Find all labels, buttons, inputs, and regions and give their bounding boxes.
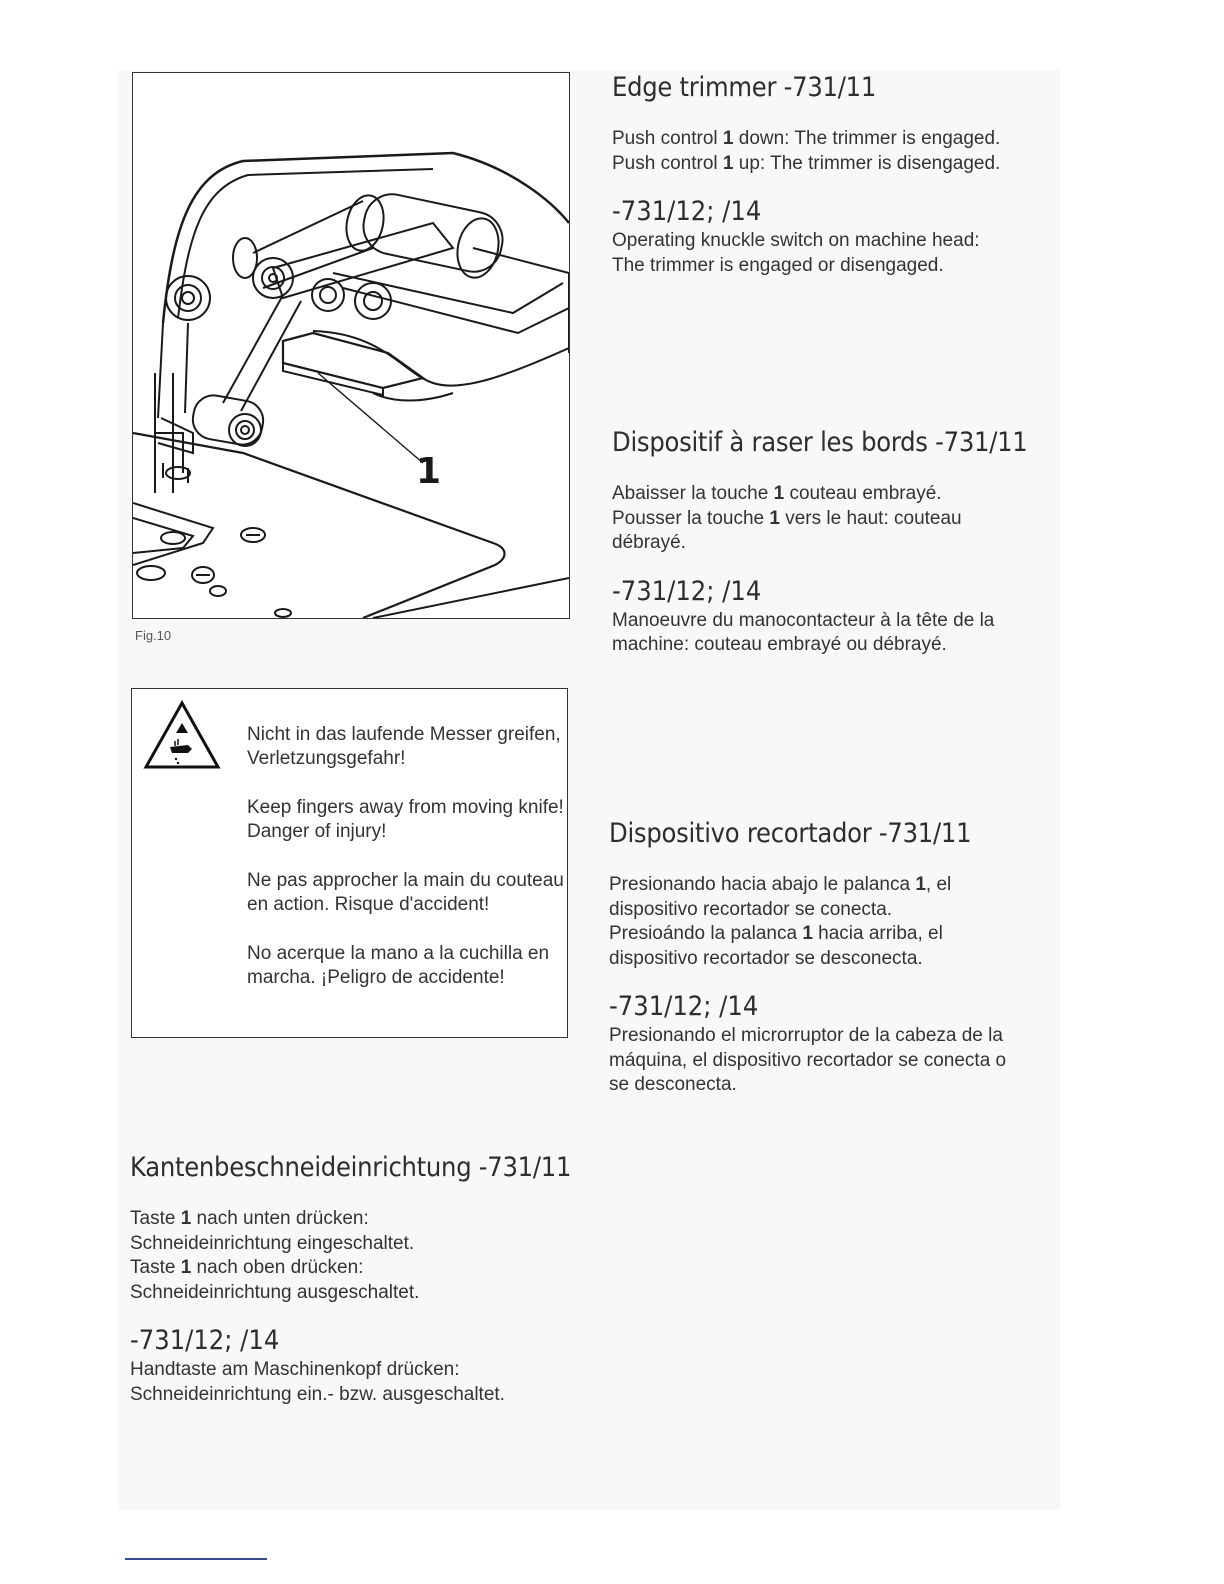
figure-10 (132, 72, 570, 619)
warning-en: Keep fingers away from moving knife! Danger of injury! (247, 797, 564, 842)
hand-warning-icon (142, 699, 222, 771)
machine-illustration (133, 73, 569, 618)
english-section (612, 72, 1032, 278)
german-subtext: Handtaste am Maschinenkopf drücken: Schneideinrichtung ein.- bzw. ausgeschaltet. (130, 1359, 505, 1405)
french-line-2: Pousser la touche 1 vers le haut: couteau débrayé. (612, 507, 962, 553)
german-title: Kantenbeschneideinrichtung -731/11 (130, 1152, 572, 1183)
spanish-title: Dispositivo recortador -731/11 (609, 818, 972, 849)
french-subtext: Manoeuvre du manocontacteur à la tête de la machine: couteau embrayé ou débrayé. (612, 609, 995, 655)
french-title: Dispositif à raser les bords -731/11 (612, 427, 1028, 458)
warning-text (247, 723, 567, 1015)
english-subtext: Operating knuckle switch on machine head: The trimmer is engaged or disengaged. (612, 230, 980, 276)
french-section (612, 427, 1032, 658)
warning-es: No acerque la mano a la cuchilla en marcha. ¡Peligro de accidente! (247, 943, 550, 988)
spanish-line-1: Presionando hacia abajo le palanca 1, el dispositivo recortador se conecta. (609, 874, 952, 920)
german-line-3: Taste 1 nach oben drücken: (130, 1257, 364, 1278)
german-line-1: Taste 1 nach unten drücken: (130, 1208, 369, 1229)
spanish-line-2: Presioándo la palanca 1 hacia arriba, el dispositivo recortador se desconecta. (609, 923, 943, 969)
german-subtitle: -731/12; /14 (130, 1325, 280, 1356)
spanish-subtext: Presionando el microrruptor de la cabeza de la máquina, el dispositivo recortador se conecta o se desconecta. (609, 1025, 1007, 1095)
french-subtitle: -731/12; /14 (612, 575, 762, 607)
footer-rule (125, 1558, 267, 1560)
french-line-1: Abaisser la touche 1 couteau embrayé. (612, 483, 942, 504)
warning-de: Nicht in das laufende Messer greifen, Verletzungsgefahr! (247, 724, 561, 769)
german-section (130, 1152, 570, 1407)
german-line-2: Schneideinrichtung eingeschaltet. (130, 1232, 415, 1254)
warning-fr: Ne pas approcher la main du couteau en action. Risque d'accident! (247, 870, 564, 915)
callout-number: 1 (416, 451, 442, 492)
spanish-section (609, 818, 1029, 1098)
english-line-1: Push control 1 down: The trimmer is engaged. (612, 128, 1001, 149)
spanish-subtitle: -731/12; /14 (609, 991, 759, 1022)
figure-caption: Fig.10 (135, 628, 172, 643)
english-subtitle: -731/12; /14 (612, 196, 762, 227)
english-title: Edge trimmer -731/11 (612, 72, 877, 103)
english-line-2: Push control 1 up: The trimmer is disengaged. (612, 152, 1001, 174)
german-line-4: Schneideinrichtung ausgeschaltet. (130, 1281, 420, 1303)
warning-box (131, 688, 568, 1038)
